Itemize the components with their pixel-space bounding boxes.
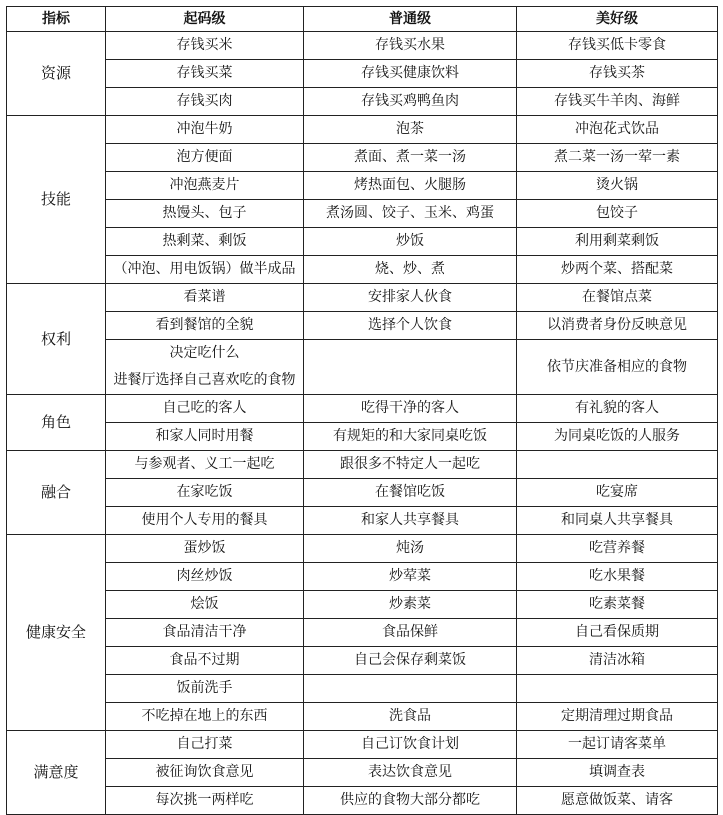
basic-level-cell: 热馒头、包子	[106, 200, 304, 228]
cell-line: 进餐厅选择自己喜欢吃的食物	[113, 372, 296, 388]
normal-level-cell: 存钱买健康饮料	[304, 60, 517, 88]
good-level-cell: 炒两个菜、搭配菜	[517, 256, 718, 284]
table-row	[7, 787, 718, 815]
standards-table	[6, 6, 718, 815]
good-level-cell: 以消费者身份反映意见	[517, 312, 718, 340]
table-row	[7, 228, 718, 256]
good-level-cell: 煮二菜一汤一荤一素	[517, 144, 718, 172]
good-level-cell: 定期清理过期食品	[517, 703, 718, 731]
table-row	[7, 647, 718, 675]
normal-level-cell: 炒饭	[304, 228, 517, 256]
normal-level-cell: 炖汤	[304, 535, 517, 563]
basic-level-cell: 与参观者、义工一起吃	[106, 451, 304, 479]
good-level-cell: 为同桌吃饭的人服务	[517, 423, 718, 451]
basic-level-cell: 看到餐馆的全貌	[106, 312, 304, 340]
table-row	[7, 256, 718, 284]
good-level-cell: 吃宴席	[517, 479, 718, 507]
good-level-cell: 烫火锅	[517, 172, 718, 200]
basic-level-cell: 烩饭	[106, 591, 304, 619]
normal-level-cell: 煮汤圆、饺子、玉米、鸡蛋	[304, 200, 517, 228]
good-level-cell: 冲泡花式饮品	[517, 116, 718, 144]
basic-level-cell: 蛋炒饭	[106, 535, 304, 563]
normal-level-cell: 烤热面包、火腿肠	[304, 172, 517, 200]
good-level-cell: 存钱买牛羊肉、海鲜	[517, 88, 718, 116]
table-row	[7, 340, 718, 395]
table-row	[7, 535, 718, 563]
normal-level-cell: 和家人共享餐具	[304, 507, 517, 535]
table-row	[7, 731, 718, 759]
header-basic-level: 起码级	[106, 7, 304, 32]
table-row	[7, 619, 718, 647]
good-level-cell: 包饺子	[517, 200, 718, 228]
good-level-cell	[517, 675, 718, 703]
normal-level-cell: 吃得干净的客人	[304, 395, 517, 423]
header-good-level: 美好级	[517, 7, 718, 32]
category-cell: 权利	[7, 284, 106, 395]
basic-level-cell: 不吃掉在地上的东西	[106, 703, 304, 731]
normal-level-cell: 供应的食物大部分都吃	[304, 787, 517, 815]
basic-level-cell: （冲泡、用电饭锅）做半成品	[106, 256, 304, 284]
table-row	[7, 451, 718, 479]
good-level-cell	[517, 451, 718, 479]
category-cell: 技能	[7, 116, 106, 284]
basic-level-cell: 热剩菜、剩饭	[106, 228, 304, 256]
normal-level-cell: 炒荤菜	[304, 563, 517, 591]
table-row	[7, 88, 718, 116]
basic-level-cell: 食品清洁干净	[106, 619, 304, 647]
basic-level-cell: 被征询饮食意见	[106, 759, 304, 787]
table-row	[7, 563, 718, 591]
basic-level-cell: 每次挑一两样吃	[106, 787, 304, 815]
good-level-cell: 自己看保质期	[517, 619, 718, 647]
normal-level-cell: 烧、炒、煮	[304, 256, 517, 284]
normal-level-cell	[304, 675, 517, 703]
category-cell: 满意度	[7, 731, 106, 815]
good-level-cell	[517, 340, 718, 395]
table-row	[7, 759, 718, 787]
good-level-cell: 存钱买低卡零食	[517, 32, 718, 60]
normal-level-cell: 存钱买鸡鸭鱼肉	[304, 88, 517, 116]
normal-level-cell: 在餐馆吃饭	[304, 479, 517, 507]
category-cell: 资源	[7, 32, 106, 116]
table-row	[7, 423, 718, 451]
normal-level-cell: 有规矩的和大家同桌吃饭	[304, 423, 517, 451]
table-row	[7, 395, 718, 423]
normal-level-cell: 存钱买水果	[304, 32, 517, 60]
good-level-cell: 和同桌人共享餐具	[517, 507, 718, 535]
normal-level-cell: 炒素菜	[304, 591, 517, 619]
basic-level-cell: 自己打菜	[106, 731, 304, 759]
table-row	[7, 284, 718, 312]
basic-level-cell: 在家吃饭	[106, 479, 304, 507]
basic-level-cell: 看菜谱	[106, 284, 304, 312]
table-row	[7, 60, 718, 88]
cell-line: 决定吃什么	[169, 345, 240, 361]
table-row	[7, 312, 718, 340]
table-row	[7, 116, 718, 144]
normal-level-cell	[304, 340, 517, 395]
basic-level-cell: 存钱买肉	[106, 88, 304, 116]
normal-level-cell: 泡茶	[304, 116, 517, 144]
header-row	[7, 7, 718, 32]
table-row	[7, 591, 718, 619]
table-row	[7, 479, 718, 507]
table-row	[7, 675, 718, 703]
good-level-cell: 利用剩菜剩饭	[517, 228, 718, 256]
normal-level-cell: 安排家人伙食	[304, 284, 517, 312]
basic-level-cell: 饭前洗手	[106, 675, 304, 703]
good-level-cell: 吃水果餐	[517, 563, 718, 591]
basic-level-cell: 存钱买米	[106, 32, 304, 60]
normal-level-cell: 洗食品	[304, 703, 517, 731]
header-indicator: 指标	[7, 7, 106, 32]
basic-level-cell: 存钱买菜	[106, 60, 304, 88]
basic-level-cell: 使用个人专用的餐具	[106, 507, 304, 535]
basic-level-cell: 和家人同时用餐	[106, 423, 304, 451]
table-row	[7, 32, 718, 60]
cell-line: 依节庆准备相应的食物	[547, 358, 687, 375]
category-cell: 角色	[7, 395, 106, 451]
good-level-cell: 存钱买茶	[517, 60, 718, 88]
table-row	[7, 172, 718, 200]
normal-level-cell: 煮面、煮一菜一汤	[304, 144, 517, 172]
good-level-cell: 填调查表	[517, 759, 718, 787]
category-cell: 融合	[7, 451, 106, 535]
category-cell: 健康安全	[7, 535, 106, 731]
normal-level-cell: 食品保鲜	[304, 619, 517, 647]
basic-level-cell: 冲泡牛奶	[106, 116, 304, 144]
good-level-cell: 清洁冰箱	[517, 647, 718, 675]
table-row	[7, 507, 718, 535]
basic-level-cell: 冲泡燕麦片	[106, 172, 304, 200]
table-row	[7, 200, 718, 228]
good-level-cell: 有礼貌的客人	[517, 395, 718, 423]
normal-level-cell: 表达饮食意见	[304, 759, 517, 787]
good-level-cell: 吃素菜餐	[517, 591, 718, 619]
table-row	[7, 703, 718, 731]
normal-level-cell: 自己会保存剩菜饭	[304, 647, 517, 675]
basic-level-cell	[106, 340, 304, 395]
table-body	[7, 32, 718, 815]
good-level-cell: 在餐馆点菜	[517, 284, 718, 312]
good-level-cell: 吃营养餐	[517, 535, 718, 563]
good-level-cell: 愿意做饭菜、请客	[517, 787, 718, 815]
header-normal-level: 普通级	[304, 7, 517, 32]
basic-level-cell: 泡方便面	[106, 144, 304, 172]
table-row	[7, 144, 718, 172]
normal-level-cell: 自己订饮食计划	[304, 731, 517, 759]
basic-level-cell: 肉丝炒饭	[106, 563, 304, 591]
good-level-cell: 一起订请客菜单	[517, 731, 718, 759]
normal-level-cell: 选择个人饮食	[304, 312, 517, 340]
basic-level-cell: 食品不过期	[106, 647, 304, 675]
normal-level-cell: 跟很多不特定人一起吃	[304, 451, 517, 479]
basic-level-cell: 自己吃的客人	[106, 395, 304, 423]
